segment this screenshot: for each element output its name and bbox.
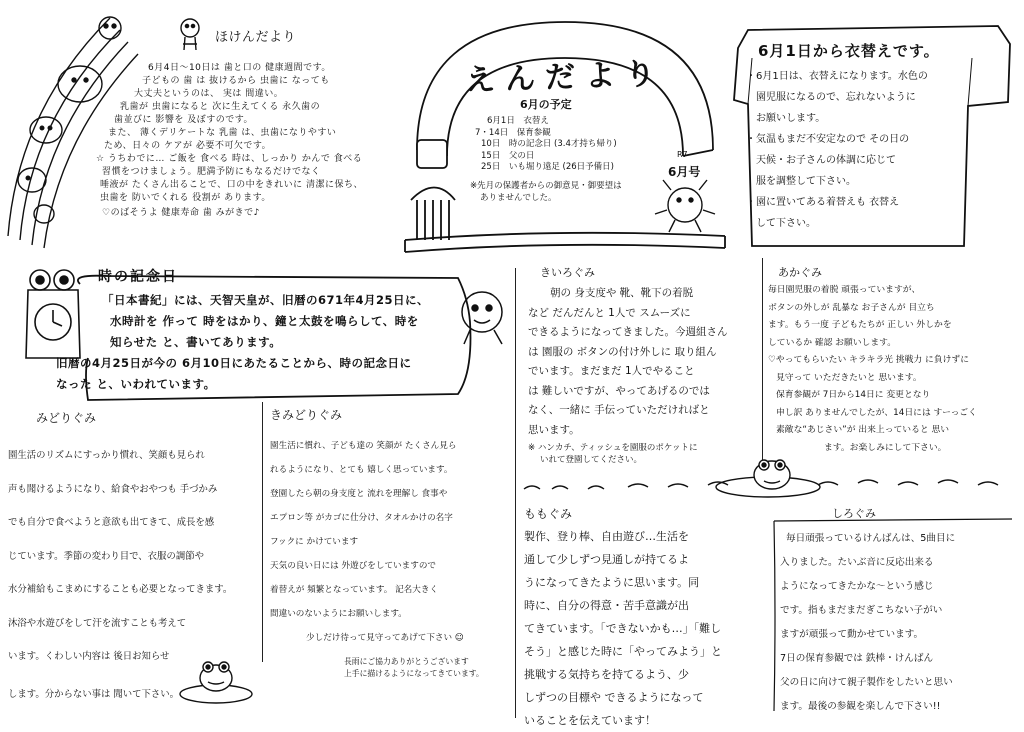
- hoken-line: 虫歯を 防いでくれる 役割が あります。: [100, 193, 271, 203]
- aka-title: あかぐみ: [778, 266, 822, 279]
- divider: [262, 402, 263, 662]
- kiiro-note-line: いれて登園してください。: [540, 455, 643, 465]
- schedule-title: 6月の予定: [520, 98, 572, 111]
- midori-line: 園生活のリズムにすっかり慣れ、笑顔も見られ: [8, 450, 205, 461]
- schedule-item: 6月1日 衣替え: [487, 116, 549, 126]
- koromogae-line: 天候・お子さんの体調に応じて: [746, 155, 896, 166]
- koromogae-title: 6月1日から衣替えです。: [758, 42, 940, 60]
- koromogae-line: 園児服になるので、忘れないように: [746, 92, 916, 103]
- shiro-line: 7日の保育参観では 鉄棒・けんばん: [780, 653, 934, 664]
- issue-number: 6月号: [668, 165, 701, 179]
- aka-line: 毎日園児服の着脱 頑張っていますが、: [768, 285, 921, 295]
- midori-line: 声も聞けるようになり、給食やおやつも 手づかみ: [8, 483, 218, 495]
- aka-line: 見守って いただきたいと 思います。: [776, 372, 922, 383]
- schedule-item: 25日 いも堀り遠足 (26日予備日): [481, 162, 614, 172]
- kiiro-line: は 園服の ボタンの付け外しに 取り組ん: [528, 345, 717, 358]
- shiro-line: です。指もまだまだぎこちない子がい: [780, 605, 943, 616]
- kiiro-section: [520, 258, 760, 473]
- kimidori-line: 天気の良い日には 外遊びをしていますので: [270, 561, 437, 571]
- kimidori-section: [266, 402, 516, 723]
- kiiro-line: など だんだんと 1人で スムーズに: [528, 306, 691, 319]
- aka-line: しているか 確認 お願いします。: [768, 337, 897, 348]
- kimidori-line: れるようになり、とても 嬉しく思っています。: [270, 465, 453, 475]
- kimidori-line: 登園したら朝の身支度と 流れを理解し 食事や: [270, 489, 448, 499]
- hoken-line: また、 薄くデリケートな 乳歯 は、虫歯になりやすい: [108, 128, 337, 138]
- toki-line: 水時計を 作って 時をはかり、鐘と太鼓を鳴らして、時を: [110, 314, 419, 328]
- schedule-item: 15日 父の日: [481, 150, 535, 161]
- header-section: [395, 0, 740, 260]
- schedule-list: [475, 116, 617, 174]
- kimidori-line: フックに かけています: [270, 537, 359, 547]
- hoken-line: 大丈夫というのは、 実は 間違い。: [134, 89, 284, 99]
- frog-icon: [176, 648, 254, 708]
- momo-body: [524, 525, 722, 732]
- koromogae-line: お願いします。: [746, 113, 826, 124]
- midori-line: 水分補給もこまめにすることも必要となってきます。: [8, 584, 233, 595]
- kiiro-line: は 難しいですが、やってあげるのでは: [528, 384, 710, 397]
- toki-line: 「日本書紀」には、天智天皇が、旧暦の671年4月25日に、: [102, 293, 430, 307]
- kimidori-line: 着替えが 頻繁となっています。 記名大きく: [270, 585, 439, 595]
- momo-line: てきています。「できないかも…」「難し: [524, 622, 722, 635]
- momo-line: 通して少しずつ見通しが持てるよ: [524, 553, 689, 566]
- aka-line: ます。もう一度 子どもたちが 正しい 外しかを: [768, 320, 952, 330]
- kimidori-line: 園生活に慣れ、子ども達の 笑顔が たくさん見ら: [270, 441, 457, 451]
- clock-mascot-icon: [456, 288, 508, 348]
- midori-line: じています。季節の変わり目で、衣服の調節や: [8, 550, 204, 562]
- hoken-section: [0, 0, 400, 265]
- shiro-line: 父の日に向けて親子製作をしたいと思い: [780, 677, 953, 688]
- koromogae-line: ・6月1日は、衣替えになります。水色の: [746, 71, 928, 82]
- midori-line: 沐浴や水遊びをして汗を流すことも考えて: [8, 617, 187, 629]
- shiro-line: 入りました。たいぶ音に反応出来る: [780, 557, 934, 568]
- shiro-line: ます。最後の参観を楽しんで下さい!!: [780, 701, 941, 712]
- kimidori-small: [344, 656, 484, 680]
- divider: [762, 258, 763, 470]
- koromogae-body: [746, 66, 928, 234]
- momo-line: しずつの目標や できるようになって: [524, 691, 704, 704]
- hoken-line: ため、日々の ケアが 必要不可欠です。: [104, 141, 272, 151]
- aka-section: [768, 258, 1024, 473]
- beetle-icon: [655, 180, 715, 232]
- toki-line: 知らせた と、書いてあります。: [110, 335, 282, 349]
- koromogae-line: して下さい。: [746, 218, 816, 229]
- shiro-line: 毎日頑張っているけんばんは、5曲目に: [786, 533, 956, 544]
- hoken-body: [96, 62, 401, 220]
- aka-line: ボタンの外しが 乱暴な お子さんが 目立ち: [768, 302, 935, 313]
- hoken-line: 子どもの 歯 は 抜けるから 虫歯に なっても: [142, 76, 330, 86]
- kiiro-line: 朝の 身支度や 靴、靴下の着脱: [550, 287, 694, 299]
- notice-line: ※先月の保護者からの御意見・御要望は: [470, 181, 622, 191]
- momo-title: ももぐみ: [524, 507, 573, 521]
- momo-line: 時に、自分の得意・苦手意識が出: [524, 599, 689, 612]
- shiro-section: [772, 505, 1024, 723]
- kimidori-small-line: 長雨にご協力ありがとうございます: [344, 657, 469, 666]
- shiro-body: [780, 527, 955, 719]
- momo-line: うになってきたように思います。同: [524, 576, 700, 589]
- momo-section: [520, 505, 766, 727]
- hoken-title: ほけんだより: [215, 30, 297, 45]
- toki-line: なった と、いわれています。: [56, 377, 216, 391]
- shiro-line: ようになってきたかな〜という感じ: [780, 581, 934, 592]
- midori-line: でも自分で食べようと意欲も出てきて、成長を感: [8, 517, 215, 528]
- kiiro-line: でいます。まだまだ 1人でやること: [528, 365, 695, 377]
- toki-title: 時の記念日: [98, 269, 178, 285]
- momo-line: 挑戦する気持ちを持てるよう、少: [524, 668, 689, 681]
- momo-line: いることを伝えています！: [524, 714, 656, 727]
- koromogae-section: [728, 18, 1018, 258]
- kimidori-title: きみどりぐみ: [270, 408, 343, 422]
- hoken-line: 6月4日〜10日は 歯と口の 健康週間です。: [148, 63, 331, 73]
- kiiro-line: 思います。: [528, 423, 580, 436]
- clock-icon: [18, 266, 90, 366]
- shiro-title: しろぐみ: [832, 507, 876, 520]
- hoken-line: 歯並びに 影響を 及ぼすのです。: [114, 115, 254, 125]
- toki-section: [18, 262, 508, 404]
- aka-line: 素敵な“あじさい”が 出来上っていると 思い: [776, 425, 950, 435]
- shiro-line: ますが頑張って動かせています。: [780, 629, 924, 640]
- notice-line: ありませんでした。: [480, 193, 557, 203]
- toki-line: 旧暦の4月25日が今の 6月10日にあたることから、時の記念日に: [56, 356, 412, 370]
- page-title: えんだより: [464, 56, 666, 99]
- kiiro-title: きいろぐみ: [540, 266, 595, 279]
- kimidori-line: 間違いのないようにお願いします。: [270, 609, 407, 619]
- schedule-item: 10日 時の記念日 (3.4才持ち帰り): [481, 139, 617, 149]
- momo-line: 製作、登り棒、自由遊び…生活を: [524, 530, 689, 543]
- issue-era: R7: [677, 150, 688, 159]
- aka-line: ます。お楽しみにして下さい。: [824, 442, 947, 453]
- aka-line: 保育参観が 7日から14日に 変更となり: [776, 390, 931, 400]
- hoken-line: ☆ うちわでに… ご飯を 食べる 時は、しっかり かんで 食べる: [96, 154, 363, 164]
- kiiro-note-line: ※ ハンカチ、ティッシュを園服のポケットに: [528, 443, 698, 453]
- hoken-line: 唾液が たくさん出ることで、口の中をきれいに 清潔に保ち、: [100, 180, 364, 190]
- hoken-line: 習慣をつけましょう。肥満予防にもなるだけでなく: [102, 167, 321, 177]
- midori-title: みどりぐみ: [36, 411, 97, 425]
- kimidori-small-line: 上手に描けるようになってきています。: [344, 669, 484, 678]
- koromogae-line: 服を調整して下さい。: [746, 176, 856, 187]
- hoken-line: ♡のばそうよ 健康寿命 歯 みがきで♪: [102, 208, 260, 218]
- hoken-line: 乳歯が 虫歯になると 次に生えてくる 永久歯の: [120, 102, 321, 112]
- aka-line: ♡やってもらいたい キラキラ光 挑戦力 に負けずに: [768, 355, 970, 365]
- midori-line: します。分からない事は 聞いて下さい。: [8, 688, 179, 700]
- koromogae-line: ・気温もまだ不安定なので その日の: [746, 134, 910, 145]
- midori-line: います。くわしい内容は 後日お知らせ: [8, 651, 170, 662]
- kiiro-line: なく、一緒に 手伝っていただければと: [528, 404, 710, 416]
- kimidori-body: [270, 434, 464, 650]
- toki-body: [56, 290, 430, 395]
- kimidori-line: 少しだけ待って見守ってあげて下さい ☺: [306, 633, 464, 643]
- feedback-notice: [470, 180, 622, 204]
- schedule-item: 7・14日 保育参観: [475, 127, 551, 138]
- koromogae-line: ・園に置いてある着替えも 衣替え: [746, 197, 900, 208]
- kiiro-line: できるようになってきました。今週組さん: [528, 326, 728, 338]
- kimidori-line: エプロン等 がカゴに仕分け、タオルかけの名字: [270, 513, 453, 523]
- kiiro-body: [528, 284, 728, 440]
- aka-body: [768, 282, 977, 457]
- momo-line: そう」と感じた時に「やってみよう」と: [524, 645, 722, 658]
- aka-line: 申し訳 ありませんでしたが、14日には すーっごく: [776, 407, 977, 418]
